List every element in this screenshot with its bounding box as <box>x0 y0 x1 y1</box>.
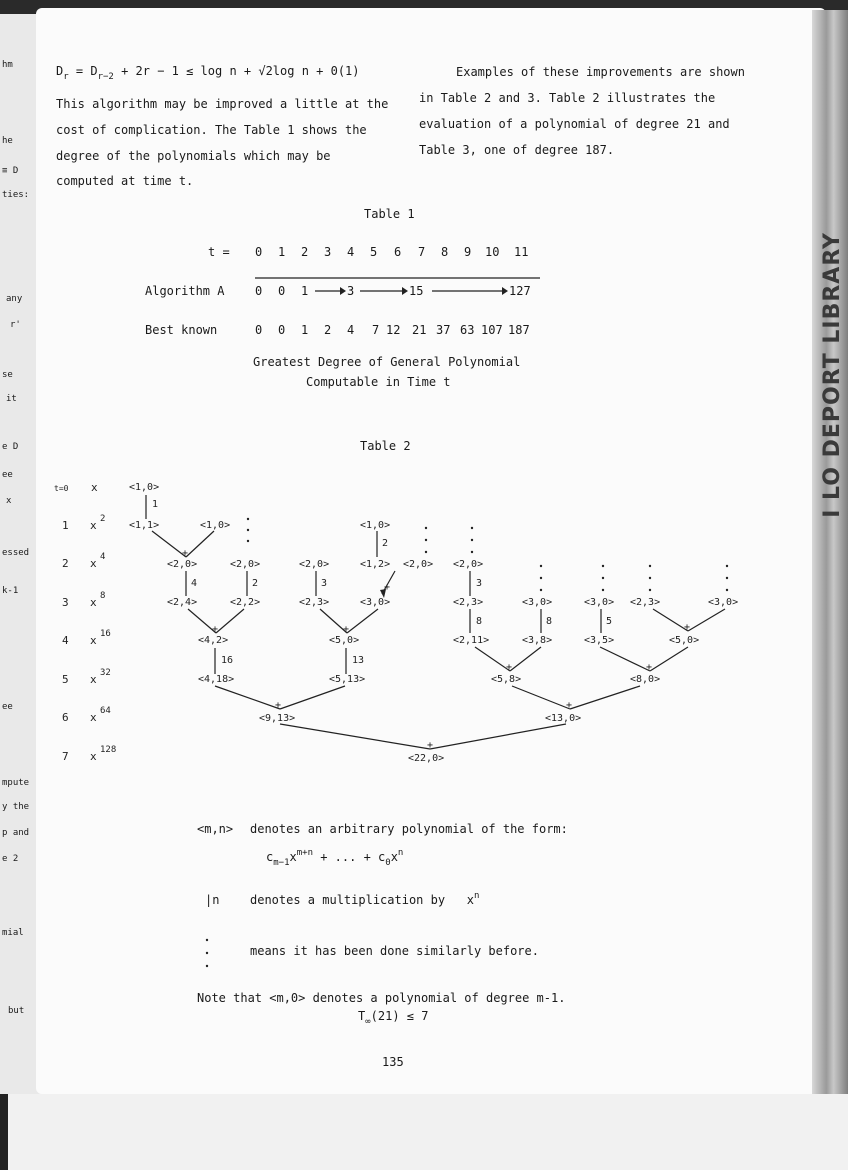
mult-label: 1 <box>152 499 159 510</box>
plus: + <box>646 662 653 673</box>
fragment: ee <box>2 470 13 480</box>
row-t: 6 <box>62 711 69 724</box>
node: <2,0> <box>299 559 330 570</box>
fragment: but <box>8 1006 25 1016</box>
alg-a-value: 3 <box>347 284 355 298</box>
node: <2,3> <box>453 597 484 608</box>
t-value: 11 <box>514 245 529 259</box>
node: <8,0> <box>630 674 661 685</box>
best-value: 187 <box>508 323 530 337</box>
fragment: it <box>6 394 17 404</box>
row-exp: 4 <box>100 552 106 562</box>
fragment: mpute <box>2 778 30 788</box>
table-1-caption: Computable in Time t <box>306 375 451 389</box>
node: <22,0> <box>408 753 445 764</box>
plus: + <box>384 582 391 593</box>
row-labels <box>54 481 116 763</box>
best-value: 21 <box>412 323 427 337</box>
best-value: 2 <box>324 323 332 337</box>
row-t: t=0 <box>54 484 69 493</box>
t-value: 1 <box>278 245 286 259</box>
recurrence-formula: $D_r = D_{r-2} + 2r - 1 \le \log n + √2\log$ n + 0(1) <box>56 64 360 82</box>
mult-label: 3 <box>476 578 483 589</box>
t-value: 2 <box>301 245 309 259</box>
mult-label: 8 <box>476 616 483 627</box>
node: <5,0> <box>329 635 360 646</box>
mult-label: 4 <box>191 578 198 589</box>
node: <9,13> <box>259 713 296 724</box>
node: <1,0> <box>200 520 231 531</box>
body-line: degree of the polynomials which may be <box>56 149 331 163</box>
row-exp: 128 <box>100 745 117 755</box>
table-2-title: Table 2 <box>360 439 411 453</box>
fragment: k-1 <box>2 586 19 596</box>
node: <2,0> <box>167 559 198 570</box>
row-x: x <box>90 634 97 647</box>
plus: + <box>427 740 434 751</box>
fragment: y the <box>2 802 30 812</box>
node: <4,18> <box>198 674 235 685</box>
best-known-label: Best known <box>145 323 218 337</box>
best-value: 1 <box>301 323 309 337</box>
arrow-head <box>340 287 346 295</box>
best-value: 4 <box>347 323 355 337</box>
node: <2,0> <box>230 559 261 570</box>
t-label: t = <box>208 245 230 259</box>
t-value: 3 <box>324 245 332 259</box>
node: <3,0> <box>708 597 739 608</box>
plus: + <box>566 700 573 711</box>
node: <3,0> <box>584 597 615 608</box>
alg-a-value: 127 <box>509 284 531 298</box>
row-x: x <box>90 750 97 763</box>
body-line: computed at time t. <box>56 174 194 188</box>
plus: + <box>212 624 219 635</box>
arrow-heads <box>340 287 508 598</box>
legend-mn-text: denotes an arbitrary polynomial of the form: <box>250 822 568 836</box>
row-t: 1 <box>62 519 69 532</box>
node: <1,0> <box>360 520 391 531</box>
body-line: evaluation of a polynomial of degree 21 and <box>419 117 730 131</box>
mult-label: 3 <box>321 578 328 589</box>
algorithm-a-label: Algorithm A <box>145 284 225 298</box>
alg-a-value: 1 <box>301 284 309 298</box>
best-value: 107 <box>481 323 503 337</box>
t-value: 9 <box>464 245 472 259</box>
best-value: 63 <box>460 323 475 337</box>
legend-mn-symbol: <m,n> <box>197 822 234 836</box>
fragment: essed <box>2 548 30 558</box>
best-value: 7 <box>372 323 380 337</box>
t-value: 10 <box>485 245 500 259</box>
plus: + <box>684 622 691 633</box>
alg-a-value: 0 <box>278 284 286 298</box>
node: <1,0> <box>129 482 160 493</box>
best-value: 12 <box>386 323 401 337</box>
best-value: 37 <box>436 323 451 337</box>
node: <1,2> <box>360 559 391 570</box>
row-exp: 32 <box>100 668 111 678</box>
tree-nodes <box>129 482 738 764</box>
node: <5,0> <box>669 635 700 646</box>
fragment: x <box>6 496 12 506</box>
fragment: r' <box>10 320 21 330</box>
row-t: 4 <box>62 634 69 647</box>
node: <1,1> <box>129 520 160 531</box>
mult-label: 16 <box>221 655 234 666</box>
node: <4,2> <box>198 635 229 646</box>
node: <2,4> <box>167 597 198 608</box>
node: <2,0> <box>453 559 484 570</box>
body-line: in Table 2 and 3. Table 2 illustrates the <box>419 91 716 105</box>
fragment: ≡ D <box>2 166 19 176</box>
mult-label: 5 <box>606 616 613 627</box>
node: <13,0> <box>545 713 582 724</box>
arrow-head <box>502 287 508 295</box>
arrow-head <box>402 287 408 295</box>
node: <2,11> <box>453 635 490 646</box>
node: <3,8> <box>522 635 553 646</box>
table-1-caption: Greatest Degree of General Polynomial <box>253 355 521 369</box>
row-x: x <box>90 519 97 532</box>
mult-label: 2 <box>252 578 259 589</box>
body-line: cost of complication. The Table 1 shows the <box>56 123 367 137</box>
row-x: x <box>90 557 97 570</box>
page-number: 135 <box>382 1055 404 1069</box>
node: <2,2> <box>230 597 261 608</box>
plus: + <box>275 700 282 711</box>
node: <5,13> <box>329 674 366 685</box>
row-x: x <box>90 596 97 609</box>
legend-note: Note that <m,0> denotes a polynomial of degree m-1. <box>197 991 566 1005</box>
fragment: se <box>2 370 13 380</box>
legend-bar-symbol: |n <box>205 893 220 907</box>
node: <3,0> <box>522 597 553 608</box>
row-t: 5 <box>62 673 69 686</box>
table-1-title: Table 1 <box>364 207 415 221</box>
row-exp: 2 <box>100 514 106 524</box>
spine-stamp: I LO DEPORT LIBRARY <box>820 232 845 518</box>
row-x: x <box>90 673 97 686</box>
alg-a-value: 15 <box>409 284 424 298</box>
fragment: any <box>6 294 23 304</box>
best-value: 0 <box>255 323 263 337</box>
row-exp: 8 <box>100 591 106 601</box>
t-inf-bound: $T_\infty(21) \le 7$ <box>358 1009 429 1027</box>
row-t: 2 <box>62 557 69 570</box>
node: <3,0> <box>360 597 391 608</box>
body-line: This algorithm may be improved a little at the <box>56 97 389 111</box>
node: <2,3> <box>630 597 661 608</box>
plus: + <box>343 624 350 635</box>
fragment: ee <box>2 702 13 712</box>
fragment: p and <box>2 828 30 838</box>
row-exp: 16 <box>100 629 111 639</box>
fragment: he <box>2 136 13 146</box>
body-line: Examples of these improvements are shown <box>456 65 745 79</box>
plus: + <box>506 662 513 673</box>
t-value: 8 <box>441 245 449 259</box>
fragment: mial <box>2 928 24 938</box>
mult-label: 13 <box>352 655 365 666</box>
node: <2,3> <box>299 597 330 608</box>
fragment: hm <box>2 60 13 70</box>
legend-form: $c_{m-1}x^{m+n}$ + ... + $c_0x^n$ <box>266 848 404 868</box>
fragment: ties: <box>2 190 30 200</box>
best-value: 0 <box>278 323 286 337</box>
t-value: 0 <box>255 245 263 259</box>
t-value: 5 <box>370 245 378 259</box>
mult-label: 8 <box>546 616 553 627</box>
fragment: e 2 <box>2 854 19 864</box>
plus: + <box>182 548 189 559</box>
row-x: x <box>91 481 98 494</box>
legend-dots-text: means it has been done similarly before. <box>250 944 539 958</box>
t-value: 4 <box>347 245 355 259</box>
t-value: 6 <box>394 245 402 259</box>
node: <5,8> <box>491 674 522 685</box>
fragment: e D <box>2 442 19 452</box>
row-t: 3 <box>62 596 69 609</box>
alg-a-value: 0 <box>255 284 263 298</box>
row-t: 7 <box>62 750 69 763</box>
node: <2,0> <box>403 559 434 570</box>
mult-label: 2 <box>382 538 389 549</box>
t-value: 7 <box>418 245 426 259</box>
row-x: x <box>90 711 97 724</box>
row-exp: 64 <box>100 706 111 716</box>
node: <3,5> <box>584 635 615 646</box>
legend-bar-text: denotes a multiplication by $x^n$ <box>250 891 480 907</box>
body-line: Table 3, one of degree 187. <box>419 143 615 157</box>
